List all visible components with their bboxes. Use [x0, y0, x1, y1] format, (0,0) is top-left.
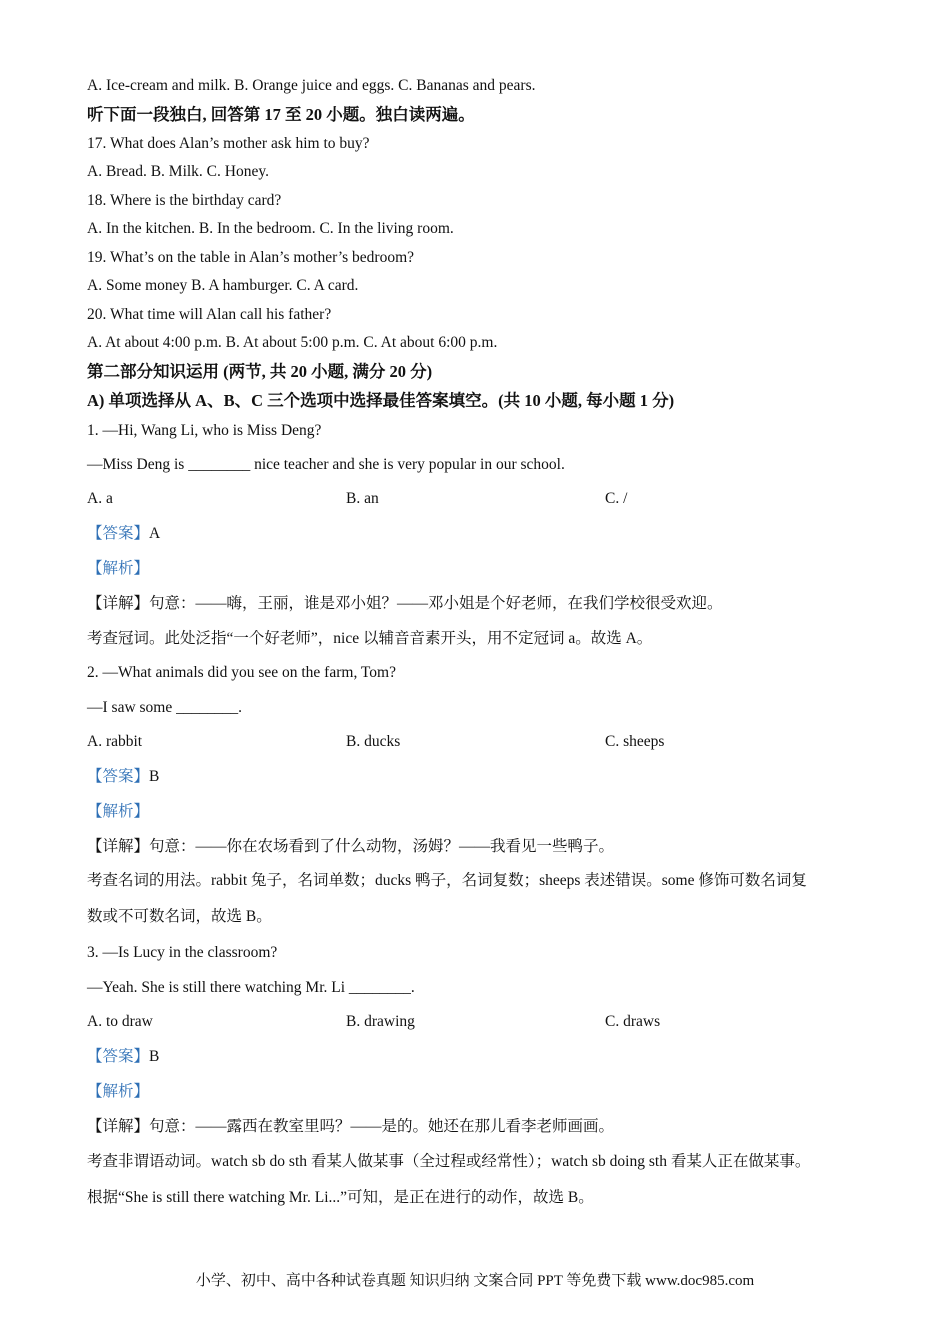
q16-options: A. Ice-cream and milk. B. Orange juice and eggs. C. Bananas and pears. [87, 77, 536, 94]
detail-text: 句意：——你在农场看到了什么动物，汤姆？——我看见一些鸭子。 [149, 838, 615, 855]
q17-options: A. Bread. B. Milk. C. Honey. [87, 163, 269, 180]
q20-options: A. At about 4:00 p.m. B. At about 5:00 p.m. C. At about 6:00 p.m. [87, 334, 498, 351]
answer-value: B [149, 1048, 160, 1065]
question-1-stem: 1. —Hi, Wang Li, who is Miss Deng? [87, 422, 322, 439]
page-footer: 小学、初中、高中各种试卷真题 知识归纳 文案合同 PPT 等免费下载 www.doc985.com [195, 1273, 755, 1289]
question-2-option-b: B. ducks [346, 733, 401, 750]
detail-text: 句意：——嗨，王丽，谁是邓小姐？——邓小姐是个好老师，在我们学校很受欢迎。 [149, 595, 723, 612]
question-1-option-b: B. an [346, 490, 379, 507]
question-2-stem: 2. —What animals did you see on the farm, Tom? [87, 664, 396, 681]
q19-options: A. Some money B. A hamburger. C. A card. [87, 277, 359, 294]
question-1-option-a: A. a [87, 490, 113, 507]
question-3-analysis-tag: 【解析】 [87, 1083, 150, 1100]
section-a-heading: A) 单项选择从 A、B、C 三个选项中选择最佳答案填空。(共 10 小题, 每小题 1 分) [87, 391, 675, 410]
question-3-option-a: A. to draw [87, 1013, 153, 1030]
answer-value: B [149, 768, 160, 785]
q18-stem: 18. Where is the birthday card? [87, 192, 282, 209]
question-3-explanation: 考查非谓语动词。watch sb do sth 看某人做某事（全过程或经常性）；watch sb doing sth 看某人正在做某事。 [87, 1153, 811, 1170]
question-1-option-c: C. / [605, 490, 628, 507]
question-2-option-a: A. rabbit [87, 733, 143, 750]
q17-stem: 17. What does Alan’s mother ask him to buy? [87, 135, 370, 152]
question-3-option-c: C. draws [605, 1013, 661, 1030]
question-2-analysis-tag: 【解析】 [87, 803, 150, 820]
question-1-analysis-tag: 【解析】 [87, 560, 150, 577]
monologue-instruction: 听下面一段独白, 回答第 17 至 20 小题。独白读两遍。 [87, 105, 475, 124]
question-2-option-c: C. sheeps [605, 733, 665, 750]
question-3-explanation-cont: 根据“She is still there watching Mr. Li...”可知，是正在进行的动作，故选 B。 [87, 1189, 594, 1206]
q20-stem: 20. What time will Alan call his father? [87, 306, 332, 323]
detail-tag: 【详解】 [87, 838, 150, 855]
question-1-blank-line: —Miss Deng is ________ nice teacher and she is very popular in our school. [87, 456, 565, 473]
question-2-explanation: 考查名词的用法。rabbit 兔子，名词单数；ducks 鸭子，名词复数；sheeps 表述错误。some 修饰可数名词复 [87, 872, 807, 889]
detail-text: 句意：——露西在教室里吗？——是的。她还在那儿看李老师画画。 [149, 1118, 615, 1135]
answer-value: A [149, 525, 161, 542]
part2-heading: 第二部分知识运用 (两节, 共 20 小题, 满分 20 分) [87, 362, 433, 381]
question-2-explanation-cont: 数或不可数名词，故选 B。 [87, 908, 272, 925]
question-2-answer [87, 767, 159, 787]
q19-stem: 19. What’s on the table in Alan’s mother’s bedroom? [87, 249, 415, 266]
answer-tag: 【答案】 [87, 1048, 150, 1065]
question-3-answer [87, 1047, 159, 1067]
question-1-answer [87, 524, 160, 544]
question-1-detail [87, 594, 723, 614]
question-2-detail [87, 837, 614, 857]
answer-tag: 【答案】 [87, 525, 150, 542]
question-3-option-b: B. drawing [346, 1013, 415, 1030]
q18-options: A. In the kitchen. B. In the bedroom. C. In the living room. [87, 220, 454, 237]
question-3-blank-line: —Yeah. She is still there watching Mr. Li ________. [87, 979, 415, 996]
detail-tag: 【详解】 [87, 1118, 150, 1135]
detail-tag: 【详解】 [87, 595, 150, 612]
question-2-blank-line: —I saw some ________. [87, 699, 242, 716]
question-3-stem: 3. —Is Lucy in the classroom? [87, 944, 278, 961]
question-3-detail [87, 1117, 614, 1137]
question-1-explanation: 考查冠词。此处泛指“一个好老师”，nice 以辅音音素开头，用不定冠词 a。故选 A。 [87, 630, 653, 647]
answer-tag: 【答案】 [87, 768, 150, 785]
